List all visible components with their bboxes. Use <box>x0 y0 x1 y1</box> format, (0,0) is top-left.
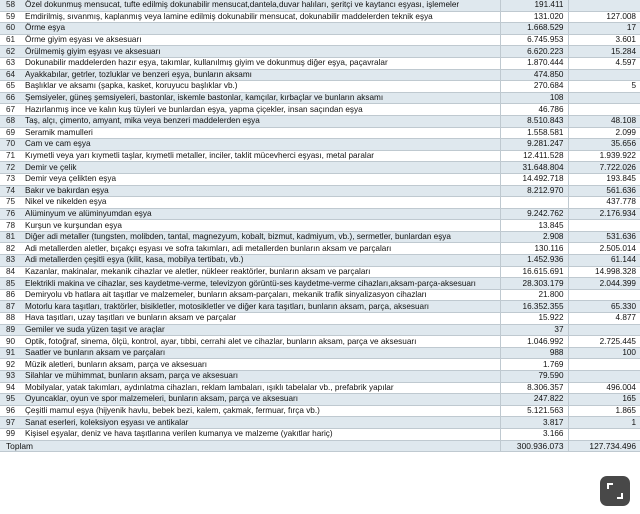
row-value-2 <box>568 69 640 81</box>
row-value-2: 4.597 <box>568 57 640 69</box>
row-description: Seramik mamulleri <box>22 127 500 139</box>
row-code: 64 <box>0 69 22 81</box>
table-row <box>0 255 640 267</box>
row-code: 86 <box>0 289 22 301</box>
expand-icon[interactable] <box>600 476 630 506</box>
row-value-2: 2.044.399 <box>568 278 640 290</box>
row-value-1: 2.908 <box>500 231 568 243</box>
row-description: Gemiler ve suda yüzen taşıt ve araçlar <box>22 324 500 336</box>
table-row <box>0 150 640 162</box>
table-row <box>0 81 640 93</box>
row-value-2: 437.778 <box>568 197 640 209</box>
row-description: Sanat eserleri, koleksiyon eşyası ve antikalar <box>22 417 500 429</box>
row-code: 93 <box>0 371 22 383</box>
row-value-1: 6.745.953 <box>500 34 568 46</box>
row-description: Çeşitli mamul eşya (hijyenik havlu, bebek bezi, kalem, çakmak, fermuar, fırça vb.) <box>22 405 500 417</box>
row-value-1: 21.800 <box>500 289 568 301</box>
row-description: Silahlar ve mühimmat, bunların aksam, parça ve aksesuarı <box>22 371 500 383</box>
row-description: Alüminyum ve alüminyumdan eşya <box>22 208 500 220</box>
row-value-1: 16.615.691 <box>500 266 568 278</box>
row-value-1: 474.850 <box>500 69 568 81</box>
table-row <box>0 313 640 325</box>
row-code: 95 <box>0 394 22 406</box>
row-code: 82 <box>0 243 22 255</box>
row-description: Bakır ve bakırdan eşya <box>22 185 500 197</box>
table-row <box>0 289 640 301</box>
row-value-2: 14.998.328 <box>568 266 640 278</box>
row-value-2 <box>568 359 640 371</box>
row-value-2: 15.284 <box>568 46 640 58</box>
row-code: 73 <box>0 173 22 185</box>
row-description: Cam ve cam eşya <box>22 139 500 151</box>
row-code: 89 <box>0 324 22 336</box>
row-value-2 <box>568 324 640 336</box>
row-value-2 <box>568 220 640 232</box>
table-row <box>0 197 640 209</box>
row-description: Kişisel eşyalar, deniz ve hava taşıtlarına verilen kumanya ve malzeme (yakıtlar hariç) <box>22 428 500 440</box>
row-description: Adi metallerden aletler, bıçakçı eşyası ve sofra takımları, adi metallerden bunların aksam ve parçaları <box>22 243 500 255</box>
row-code: 74 <box>0 185 22 197</box>
row-code: 75 <box>0 197 22 209</box>
table-row <box>0 11 640 23</box>
row-value-2: 100 <box>568 347 640 359</box>
row-value-1: 1.046.992 <box>500 336 568 348</box>
row-description: Optik, fotoğraf, sinema, ölçü, kontrol, ayar, tıbbi, cerrahi alet ve cihazlar, bunların aksam, parça ve aksesuarı <box>22 336 500 348</box>
row-value-2 <box>568 104 640 116</box>
row-value-2 <box>568 92 640 104</box>
row-value-2: 1.939.922 <box>568 150 640 162</box>
row-value-1: 131.020 <box>500 11 568 23</box>
row-description: Mobilyalar, yatak takımları, aydınlatma cihazları, reklam lambaları, ışıklı tabelalar vb., prefabrik yapılar <box>22 382 500 394</box>
row-value-2: 561.636 <box>568 185 640 197</box>
table-row <box>0 371 640 383</box>
row-description: Motorlu kara taşıtları, traktörler, bisikletler, motosikletler ve diğer kara taşıtları, bunların aksam, parça, aksesuarı <box>22 301 500 313</box>
row-description: Örme eşya <box>22 23 500 35</box>
table-row <box>0 394 640 406</box>
row-value-1: 130.116 <box>500 243 568 255</box>
row-value-2: 7.722.026 <box>568 162 640 174</box>
row-value-2: 5 <box>568 81 640 93</box>
row-code: 92 <box>0 359 22 371</box>
row-value-1 <box>500 197 568 209</box>
table-row <box>0 46 640 58</box>
row-description: Özel dokunmuş mensucat, tufte edilmiş dokunabilir mensucat,dantela,duvar halıları, şeritçi ve kaytancı eşyası, işlemeler <box>22 0 500 11</box>
row-description: Dokunabilir maddelerden hazır eşya, takımlar, kullanılmış giyim ve dokunmuş diğer eşya, paçavralar <box>22 57 500 69</box>
row-code: 63 <box>0 57 22 69</box>
row-value-1: 14.492.718 <box>500 173 568 185</box>
row-value-1: 1.668.529 <box>500 23 568 35</box>
table-row <box>0 417 640 429</box>
row-value-2: 2.725.445 <box>568 336 640 348</box>
row-value-1: 3.817 <box>500 417 568 429</box>
row-value-2 <box>568 428 640 440</box>
row-value-1: 988 <box>500 347 568 359</box>
row-value-2: 65.330 <box>568 301 640 313</box>
row-value-1: 12.411.528 <box>500 150 568 162</box>
row-description: Nikel ve nikelden eşya <box>22 197 500 209</box>
row-value-2: 2.176.934 <box>568 208 640 220</box>
row-code: 99 <box>0 428 22 440</box>
table-row <box>0 34 640 46</box>
table-row <box>0 243 640 255</box>
row-code: 71 <box>0 150 22 162</box>
row-code: 66 <box>0 92 22 104</box>
row-code: 78 <box>0 220 22 232</box>
row-description: Kazanlar, makinalar, mekanik cihazlar ve aletler, nükleer reaktörler, bunların aksam ve parçaları <box>22 266 500 278</box>
row-description: Elektrikli makina ve cihazlar, ses kaydetme-verme, televizyon görüntü-ses kaydetme-verme cihazları,aksam-parça-aksesuarı <box>22 278 500 290</box>
row-value-1: 9.281.247 <box>500 139 568 151</box>
row-code: 69 <box>0 127 22 139</box>
row-code: 96 <box>0 405 22 417</box>
row-value-1: 108 <box>500 92 568 104</box>
table-row <box>0 104 640 116</box>
row-code: 58 <box>0 0 22 11</box>
table-row <box>0 405 640 417</box>
row-value-1: 46.786 <box>500 104 568 116</box>
row-description: Örülmemiş giyim eşyası ve aksesuarı <box>22 46 500 58</box>
row-code: 81 <box>0 231 22 243</box>
row-value-2: 1.865 <box>568 405 640 417</box>
row-value-1: 9.242.762 <box>500 208 568 220</box>
row-value-1: 16.352.355 <box>500 301 568 313</box>
row-description: Hazırlanmış ince ve kalın kuş tüyleri ve bunlardan eşya, yapma çiçekler, insan saçından eşya <box>22 104 500 116</box>
table-row <box>0 324 640 336</box>
table-row <box>0 162 640 174</box>
table-row <box>0 23 640 35</box>
row-code: 60 <box>0 23 22 35</box>
row-code: 91 <box>0 347 22 359</box>
row-value-2: 531.636 <box>568 231 640 243</box>
row-code: 94 <box>0 382 22 394</box>
row-value-2: 193.845 <box>568 173 640 185</box>
row-code: 72 <box>0 162 22 174</box>
row-code: 88 <box>0 313 22 325</box>
row-description: Saatler ve bunların aksam ve parçaları <box>22 347 500 359</box>
row-value-1: 1.558.581 <box>500 127 568 139</box>
table-row <box>0 278 640 290</box>
row-code: 90 <box>0 336 22 348</box>
row-description: Hava taşıtları, uzay taşıtları ve bunların aksam ve parçalar <box>22 313 500 325</box>
total-value-1: 300.936.073 <box>500 440 568 452</box>
table-row <box>0 220 640 232</box>
row-value-2: 3.601 <box>568 34 640 46</box>
row-code: 65 <box>0 81 22 93</box>
row-description: Demir ve çelik <box>22 162 500 174</box>
row-code: 61 <box>0 34 22 46</box>
row-value-2 <box>568 0 640 11</box>
row-description: Diğer adi metaller (tungsten, molibden, tantal, magnezyum, kobalt, bizmut, kadmiyum, vb.), sermetler, bunlardan eşya <box>22 231 500 243</box>
row-value-1: 28.303.179 <box>500 278 568 290</box>
row-description: Ayakkabılar, getrler, tozluklar ve benzeri eşya, bunların aksamı <box>22 69 500 81</box>
row-description: Müzik aletleri, bunların aksam, parça ve aksesuarı <box>22 359 500 371</box>
table-row <box>0 359 640 371</box>
table-row <box>0 301 640 313</box>
table-row <box>0 231 640 243</box>
row-value-1: 1.769 <box>500 359 568 371</box>
table-row <box>0 208 640 220</box>
table-row <box>0 173 640 185</box>
row-value-2: 2.505.014 <box>568 243 640 255</box>
row-description: Oyuncaklar, oyun ve spor malzemeleri, bunların aksam, parça ve aksesuarı <box>22 394 500 406</box>
row-description: Adi metallerden çeşitli eşya (kilit, kasa, mobilya tertibatı, vb.) <box>22 255 500 267</box>
table-row <box>0 139 640 151</box>
row-value-2: 2.099 <box>568 127 640 139</box>
row-description: Demir veya çelikten eşya <box>22 173 500 185</box>
row-value-1: 1.452.936 <box>500 255 568 267</box>
row-value-1: 8.306.357 <box>500 382 568 394</box>
row-code: 70 <box>0 139 22 151</box>
table-row <box>0 69 640 81</box>
row-code: 67 <box>0 104 22 116</box>
total-value-2: 127.734.496 <box>568 440 640 452</box>
row-code: 62 <box>0 46 22 58</box>
row-description: Başlıklar ve aksamı (şapka, kasket, koruyucu başlıklar vb.) <box>22 81 500 93</box>
table-row <box>0 185 640 197</box>
row-code: 59 <box>0 11 22 23</box>
row-value-2: 165 <box>568 394 640 406</box>
row-value-2: 48.108 <box>568 115 640 127</box>
row-value-1: 13.845 <box>500 220 568 232</box>
row-value-2: 35.656 <box>568 139 640 151</box>
row-value-1: 3.166 <box>500 428 568 440</box>
row-value-2: 496.004 <box>568 382 640 394</box>
row-code: 68 <box>0 115 22 127</box>
row-description: Taş, alçı, çimento, amyant, mika veya benzeri maddelerden eşya <box>22 115 500 127</box>
table-row <box>0 0 640 11</box>
row-value-2: 17 <box>568 23 640 35</box>
row-code: 76 <box>0 208 22 220</box>
table-row <box>0 347 640 359</box>
table-row <box>0 127 640 139</box>
table-row <box>0 57 640 69</box>
total-label: Toplam <box>0 440 500 452</box>
row-value-1: 270.684 <box>500 81 568 93</box>
row-value-2: 4.877 <box>568 313 640 325</box>
row-code: 97 <box>0 417 22 429</box>
row-value-1: 8.510.843 <box>500 115 568 127</box>
row-value-1: 247.822 <box>500 394 568 406</box>
row-description: Demiryolu vb hatlara ait taşıtlar ve malzemeler, bunların aksam-parçaları, mekanik trafik sinyalizasyon cihazları <box>22 289 500 301</box>
table-row <box>0 92 640 104</box>
table-row <box>0 336 640 348</box>
row-value-2: 1 <box>568 417 640 429</box>
table-row <box>0 266 640 278</box>
row-value-1: 37 <box>500 324 568 336</box>
row-value-1: 5.121.563 <box>500 405 568 417</box>
row-value-1: 8.212.970 <box>500 185 568 197</box>
row-description: Emdirilmiş, sıvanmış, kaplanmış veya lamine edilmiş dokunabilir mensucat, dokunabilir maddelerden teknik eşya <box>22 11 500 23</box>
row-value-1: 31.648.804 <box>500 162 568 174</box>
row-value-2 <box>568 289 640 301</box>
table-row <box>0 428 640 440</box>
total-row <box>0 440 640 452</box>
row-code: 83 <box>0 255 22 267</box>
row-code: 84 <box>0 266 22 278</box>
row-value-1: 191.411 <box>500 0 568 11</box>
expand-icon-glyph <box>607 483 623 499</box>
row-description: Örme giyim eşyası ve aksesuarı <box>22 34 500 46</box>
table-row <box>0 382 640 394</box>
row-value-1: 15.922 <box>500 313 568 325</box>
row-code: 85 <box>0 278 22 290</box>
row-value-1: 79.590 <box>500 371 568 383</box>
row-description: Kıymetli veya yarı kıymetli taşlar, kıymetli metaller, inciler, taklit mücevherci eşyası, metal paralar <box>22 150 500 162</box>
row-value-2: 127.008 <box>568 11 640 23</box>
row-value-1: 1.870.444 <box>500 57 568 69</box>
row-description: Kurşun ve kurşundan eşya <box>22 220 500 232</box>
row-code: 87 <box>0 301 22 313</box>
table-row <box>0 115 640 127</box>
row-description: Şemsiyeler, güneş şemsiyeleri, bastonlar, iskemle bastonlar, kamçılar, kırbaçlar ve bunların aksamı <box>22 92 500 104</box>
row-value-2 <box>568 371 640 383</box>
row-value-2: 61.144 <box>568 255 640 267</box>
row-value-1: 6.620.223 <box>500 46 568 58</box>
